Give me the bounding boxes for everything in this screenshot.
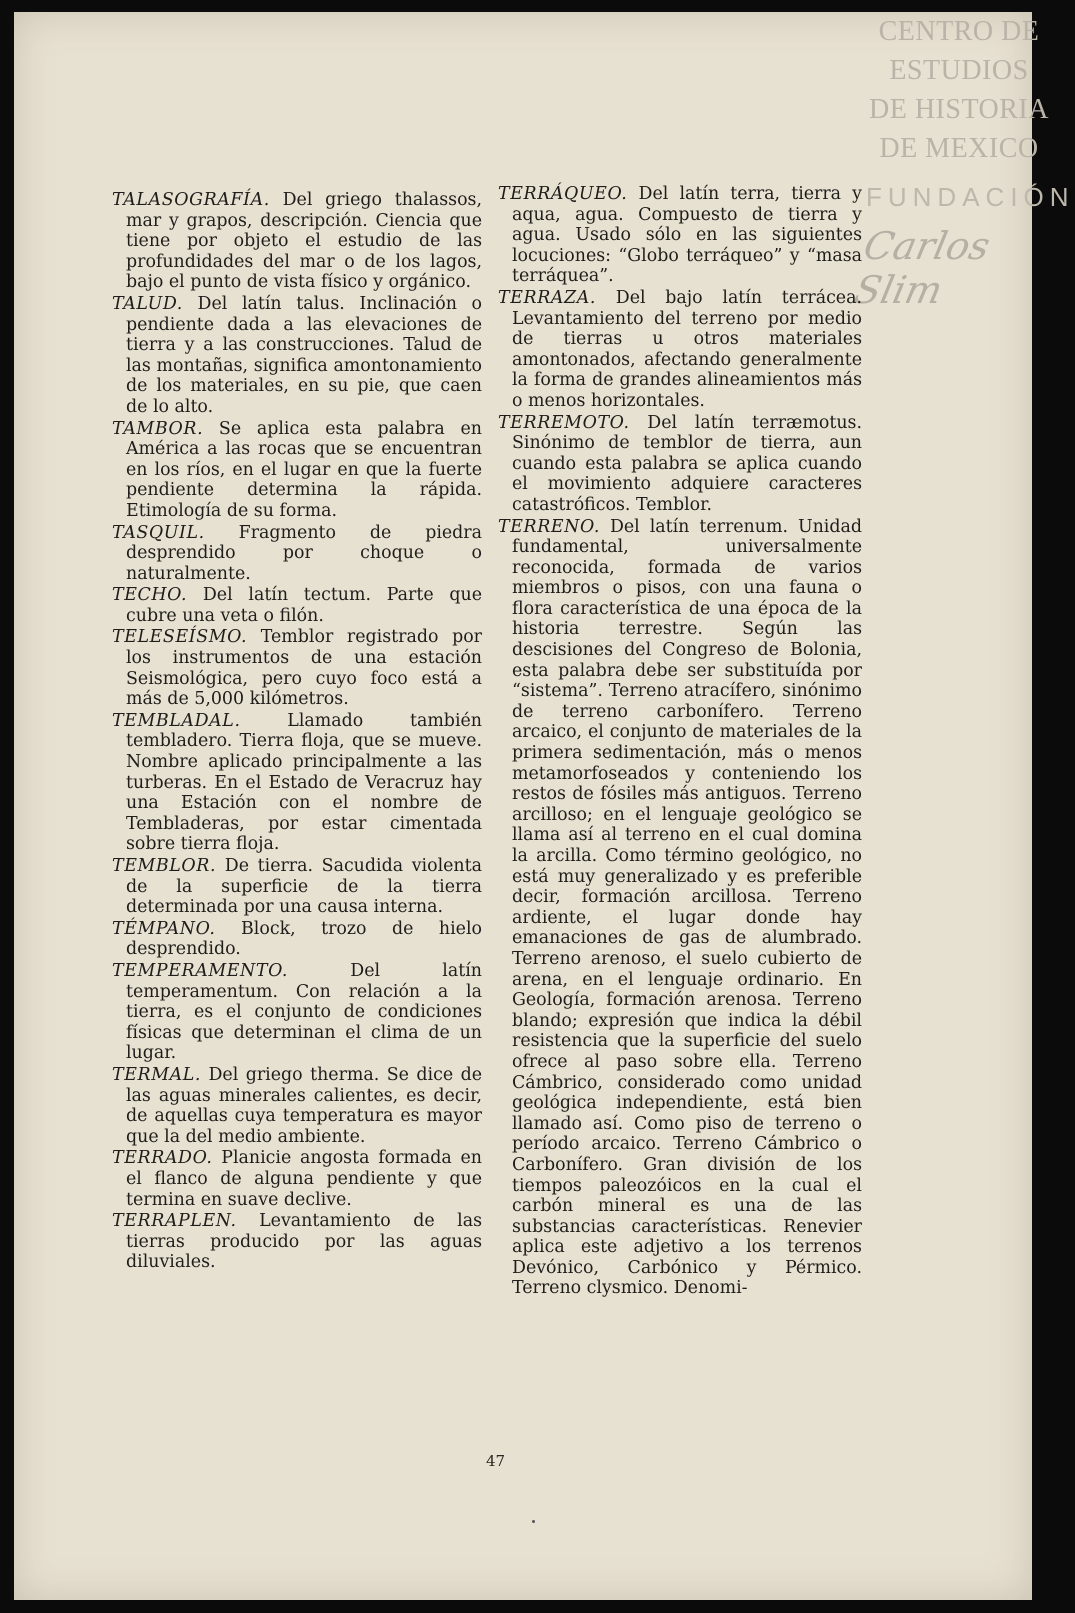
entry-definition: Planicie angosta formada en el flanco de alguna pendiente y que termina en suave declive. (126, 1148, 482, 1210)
watermark-line: ESTUDIOS (889, 55, 1029, 86)
right-column (498, 184, 862, 1299)
glossary-entry (112, 585, 482, 626)
glossary-entry (498, 517, 862, 1300)
entry-definition: Del latín temperamentum. Con relación a la tierra, es el conjunto de condiciones físicas que determinan el clima de un lugar. (126, 960, 482, 1064)
glossary-entry (112, 1148, 482, 1210)
glossary-entry (112, 419, 482, 522)
left-column (112, 190, 482, 1273)
scanned-page (14, 12, 1075, 1600)
glossary-entry (112, 190, 482, 293)
glossary-entry (112, 1211, 482, 1273)
glossary-entry (498, 413, 862, 516)
entry-term: TERRAZA. (498, 287, 597, 308)
watermark-line: DE MEXICO (879, 133, 1039, 164)
entry-term: TEMBLOR. (112, 856, 217, 876)
entry-definition: Del latín terræmotus. Sinónimo de temblor de tierra, aun cuando esta palabra se aplica cuando el movimiento adquiere caracteres catastróficos. Temblor. (512, 412, 862, 515)
glossary-entry (112, 711, 482, 855)
page-number: 47 (486, 1452, 506, 1470)
entry-term: TERRENO. (498, 516, 600, 537)
entry-term: TECHO. (112, 585, 188, 606)
glossary-entry (112, 1065, 482, 1147)
entry-definition: Del latín terra, tierra y aqua, agua. Compuesto de tierra y agua. Usado sólo en las siguientes locuciones: “Globo terráqueo” y “masa terráquea”. (512, 184, 862, 287)
glossary-entry (498, 288, 862, 412)
entry-definition: Llamado también tembladero. Tierra floja, que se mueve. Nombre aplicado principalmente a las turberas. En el Estado de Veracruz hay una Estación con el nombre de Tembladeras, por estar cimentada sobre tierra floja. (126, 710, 482, 855)
ink-speck (532, 1520, 535, 1523)
glossary-entry (112, 961, 482, 1064)
entry-definition: Temblor registrado por los instrumentos de una estación Seismológica, pero cuyo foco está a más de 5,000 kilómetros. (126, 627, 482, 710)
entry-definition: Del griego thalassos, mar y grapos, descripción. Ciencia que tiene por objeto el estudio de las profundidades del mar o de los lagos, bajo el punto de vista físico y orgánico. (126, 190, 482, 293)
entry-definition: Del latín tectum. Parte que cubre una veta o filón. (126, 585, 482, 626)
entry-term: TALASOGRAFÍA. (112, 190, 270, 210)
entry-term: TAMBOR. (112, 418, 204, 439)
watermark-fundacion: FUNDACIÓN (866, 182, 1075, 212)
entry-term: TERRAPLEN. (112, 1211, 237, 1232)
watermark-signature: Carlos Slim (850, 224, 994, 312)
entry-term: TELESEÍSMO. (112, 627, 248, 648)
glossary-entry (112, 856, 482, 918)
entry-definition: Levantamiento de las tierras producido por las aguas diluviales. (126, 1211, 482, 1273)
entry-definition: Se aplica esta palabra en América a las rocas que se encuentran en los ríos, en el lugar en que la fuerte pendiente determina la rápida. Etimología de su forma. (126, 418, 482, 521)
entry-term: TEMBLADAL. (112, 710, 241, 731)
watermark-centro-estudios (849, 12, 1069, 168)
entry-term: TÉMPANO. (112, 918, 216, 939)
entry-term: TERMAL. (112, 1064, 202, 1085)
glossary-entry (112, 294, 482, 418)
watermark-line: DE HISTORIA (869, 94, 1049, 125)
watermark-line: CENTRO DE (878, 16, 1040, 47)
glossary-entry (112, 523, 482, 585)
entry-definition: Del griego therma. Se dice de las aguas minerales calientes, es decir, de aquellas cuya temperatura es mayor que la del medio ambiente. (126, 1064, 482, 1147)
entry-term: TERRADO. (112, 1148, 213, 1169)
entry-term: TALUD. (112, 293, 183, 314)
entry-definition: Fragmento de piedra desprendido por choque o naturalmente. (126, 522, 482, 584)
entry-definition: Block, trozo de hielo desprendido. (126, 918, 482, 960)
entry-term: TERRÁQUEO. (498, 184, 628, 204)
entry-definition: Del latín terrenum. Unidad fundamental, universalmente reconocida, formada de varios miembros o pisos, con una fauna o flora característica de una época de la historia terrestre. Según las descisiones del Congreso de Bolonia, esta palabra debe ser substituída por “sistema”. Terreno atracífero, sinónimo de terreno carbonífero. Terreno arcaico, el conjunto de materiales de la primera sedimentación, más o menos metamorfoseados y conteniendo los restos de fósiles más antiguos. Terreno arcilloso; en el lenguaje geológico se llama así al terreno en el cual domina la arcilla. Como término geológico, no está muy generalizado y es preferible decir, formación arcillosa. Terreno ardiente, el lugar donde hay emanaciones de gas de alumbrado. Terreno arenoso, el suelo cubierto de arena, en el lenguaje ordinario. En Geología, formación arenosa. Terreno blando; expresión que indica la débil resistencia que la superficie del suelo ofrece al paso sobre ella. Terreno Cámbrico, considerado como unidad geológica independiente, está bien llamado así. Como piso de terreno o período arcaico. Terreno Cámbrico o Carbonífero. Gran división de los tiempos paleozóicos en la cual el carbón mineral es una de las substancias características. Renevier aplica este adjetivo a los terrenos Devónico, Carbónico y Pérmico. Terreno clysmico. Denomi- (512, 516, 862, 1299)
entry-term: TASQUIL. (112, 522, 205, 543)
entry-definition: Del latín talus. Inclinación o pendiente dada a las elevaciones de tierra y a las construcciones. Talud de las montañas, significa amontonamiento de los materiales, en su pie, que caen de lo alto. (126, 293, 482, 417)
entry-definition: Del bajo latín terrácea. Levantamiento del terreno por medio de tierras u otros materiales amontonados, afectando generalmente la forma de grandes alineamientos más o menos horizontales. (512, 287, 862, 411)
entry-term: TERREMOTO. (498, 412, 630, 433)
entry-term: TEMPERAMENTO. (112, 960, 289, 981)
entry-definition: De tierra. Sacudida violenta de la superficie de la tierra determinada por una causa interna. (126, 856, 482, 918)
glossary-entry (112, 919, 482, 960)
glossary-entry (498, 184, 862, 287)
glossary-entry (112, 627, 482, 709)
